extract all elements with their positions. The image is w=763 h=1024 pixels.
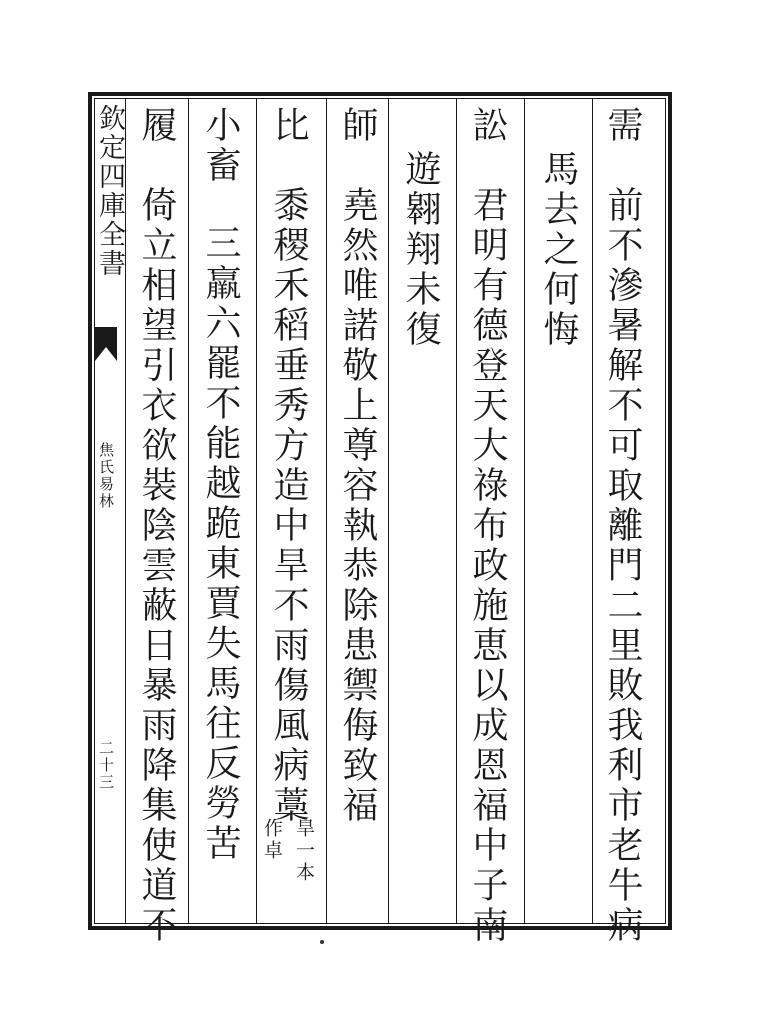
column-divider xyxy=(456,98,457,924)
verse-text: 三羸六罷不能越跪東賈失馬往反勞苦 xyxy=(200,224,241,864)
verse-text: 堯然唯諾敬上尊容執恭除患禦侮致福 xyxy=(337,186,378,826)
page-number: 二十三 xyxy=(97,740,115,791)
hexagram-name: 比 xyxy=(268,106,309,146)
hexagram-name: 師 xyxy=(337,106,378,146)
collection-title: 欽定四庫全書 xyxy=(94,104,125,278)
column-divider xyxy=(326,98,327,924)
hexagram-name: 訟 xyxy=(467,106,508,146)
verse-text: 黍稷禾稻垂秀方造中旱不雨傷風病藁 xyxy=(268,186,309,826)
annotation-note: 旱一本 xyxy=(293,818,315,884)
hexagram-name: 需 xyxy=(602,106,643,146)
page-border-inner xyxy=(94,98,666,924)
print-speck xyxy=(320,940,324,944)
column-divider xyxy=(388,98,389,924)
column-divider xyxy=(256,98,257,924)
annotation-note: 作卓 xyxy=(261,818,283,862)
verse-text: 君明有德登天大祿布政施恵以成恩福中子南 xyxy=(467,186,508,946)
verse-text: 遊翱翔未復 xyxy=(400,150,441,350)
column-divider xyxy=(592,98,593,924)
hexagram-name: 履 xyxy=(136,106,177,146)
verse-text: 倚立相望引衣欲裝陰雲蔽日暴雨降集使道不 xyxy=(136,186,177,946)
book-title: 焦氏易林 xyxy=(97,442,115,510)
verse-text: 馬去之何悔 xyxy=(538,150,579,350)
column-divider xyxy=(524,98,525,924)
hexagram-name: 小畜 xyxy=(200,106,241,186)
fish-tail-mark-icon xyxy=(95,327,117,361)
column-divider xyxy=(125,98,126,924)
column-divider xyxy=(188,98,189,924)
verse-text: 前不滲暑解不可取離門二里敗我利市老牛病 xyxy=(602,186,643,946)
